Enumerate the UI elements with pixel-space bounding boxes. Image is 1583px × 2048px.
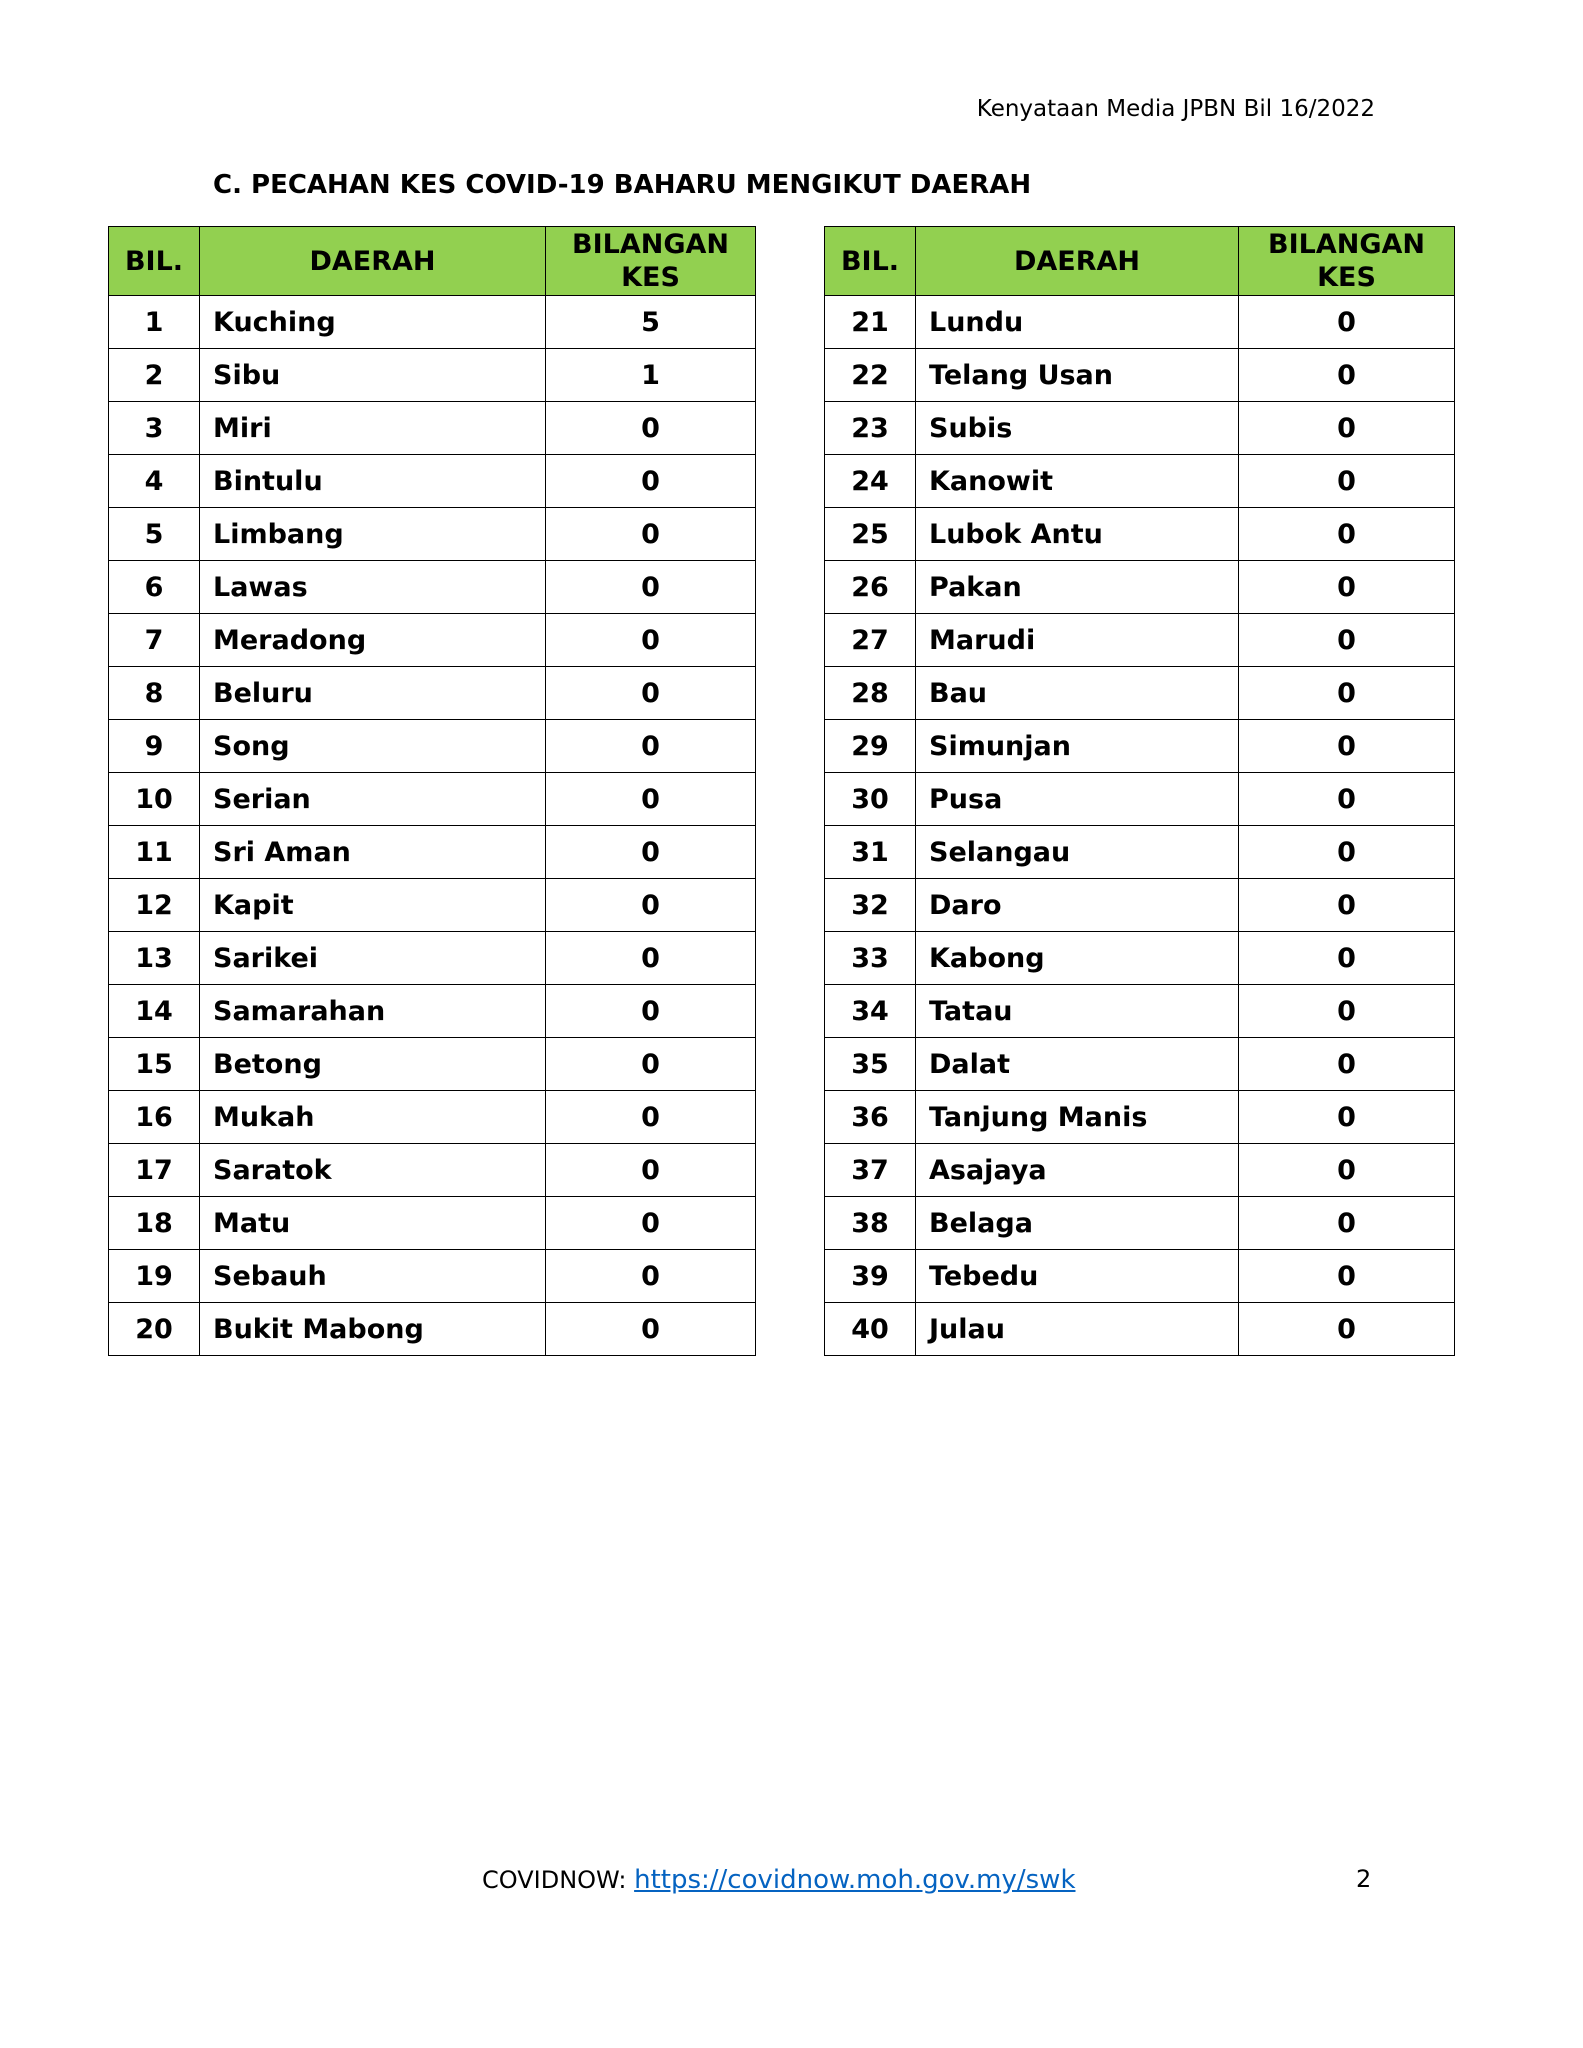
row-number: 23 [825, 402, 916, 455]
row-number: 22 [825, 349, 916, 402]
case-count: 0 [1239, 667, 1455, 720]
case-count: 0 [546, 1038, 756, 1091]
table-row [109, 826, 756, 879]
case-count: 0 [546, 879, 756, 932]
district-name: Meradong [200, 614, 546, 667]
row-number: 30 [825, 773, 916, 826]
row-number: 28 [825, 667, 916, 720]
district-name: Julau [916, 1303, 1239, 1356]
district-name: Matu [200, 1197, 546, 1250]
table-row [109, 932, 756, 985]
row-number: 7 [109, 614, 200, 667]
case-count: 0 [1239, 932, 1455, 985]
row-number: 33 [825, 932, 916, 985]
case-count: 0 [1239, 561, 1455, 614]
district-name: Kapit [200, 879, 546, 932]
column-header-bilangan: BILANGAN [1268, 229, 1425, 260]
row-number: 21 [825, 296, 916, 349]
district-name: Lundu [916, 296, 1239, 349]
district-name: Bintulu [200, 455, 546, 508]
row-number: 12 [109, 879, 200, 932]
column-header-bil: BIL. [109, 227, 200, 296]
case-count: 0 [1239, 614, 1455, 667]
column-header-kes: KES [621, 262, 680, 293]
row-number: 25 [825, 508, 916, 561]
district-name: Kanowit [916, 455, 1239, 508]
row-number: 27 [825, 614, 916, 667]
table-row [825, 826, 1455, 879]
row-number: 37 [825, 1144, 916, 1197]
row-number: 13 [109, 932, 200, 985]
district-table-right [824, 226, 1455, 1356]
case-count: 0 [1239, 1144, 1455, 1197]
case-count: 0 [546, 1250, 756, 1303]
row-number: 1 [109, 296, 200, 349]
table-row [825, 455, 1455, 508]
case-count: 0 [1239, 879, 1455, 932]
row-number: 29 [825, 720, 916, 773]
row-number: 10 [109, 773, 200, 826]
district-table-left [108, 226, 756, 1356]
row-number: 17 [109, 1144, 200, 1197]
table-row [825, 1197, 1455, 1250]
row-number: 34 [825, 985, 916, 1038]
table-row [109, 561, 756, 614]
case-count: 0 [546, 720, 756, 773]
district-name: Telang Usan [916, 349, 1239, 402]
section-title: C. PECAHAN KES COVID-19 BAHARU MENGIKUT DAERAH [213, 170, 1032, 200]
district-name: Sibu [200, 349, 546, 402]
table-row [825, 296, 1455, 349]
row-number: 40 [825, 1303, 916, 1356]
table-row [109, 720, 756, 773]
district-name: Asajaya [916, 1144, 1239, 1197]
document-reference: Kenyataan Media JPBN Bil 16/2022 [976, 96, 1375, 122]
district-name: Selangau [916, 826, 1239, 879]
table-row [825, 985, 1455, 1038]
case-count: 0 [1239, 402, 1455, 455]
case-count: 0 [546, 1144, 756, 1197]
case-count: 0 [546, 1091, 756, 1144]
case-count: 0 [546, 773, 756, 826]
district-name: Mukah [200, 1091, 546, 1144]
district-name: Saratok [200, 1144, 546, 1197]
row-number: 16 [109, 1091, 200, 1144]
table-row [109, 296, 756, 349]
district-name: Betong [200, 1038, 546, 1091]
row-number: 20 [109, 1303, 200, 1356]
table-row [109, 773, 756, 826]
case-count: 0 [1239, 720, 1455, 773]
table-row [109, 985, 756, 1038]
district-name: Miri [200, 402, 546, 455]
district-name: Tanjung Manis [916, 1091, 1239, 1144]
case-count: 0 [1239, 1303, 1455, 1356]
district-name: Song [200, 720, 546, 773]
table-row [825, 349, 1455, 402]
row-number: 38 [825, 1197, 916, 1250]
table-row [109, 455, 756, 508]
case-count: 0 [546, 561, 756, 614]
case-count: 0 [546, 402, 756, 455]
table-row [825, 720, 1455, 773]
table-row [825, 1144, 1455, 1197]
row-number: 6 [109, 561, 200, 614]
district-name: Sarikei [200, 932, 546, 985]
table-row [825, 932, 1455, 985]
case-count: 1 [546, 349, 756, 402]
table-row [825, 1303, 1455, 1356]
table-row [825, 561, 1455, 614]
table-row [109, 1091, 756, 1144]
table-row [109, 349, 756, 402]
table-row [825, 667, 1455, 720]
table-row [825, 508, 1455, 561]
row-number: 19 [109, 1250, 200, 1303]
district-name: Marudi [916, 614, 1239, 667]
table-row [825, 1250, 1455, 1303]
row-number: 11 [109, 826, 200, 879]
district-name: Beluru [200, 667, 546, 720]
row-number: 39 [825, 1250, 916, 1303]
row-number: 8 [109, 667, 200, 720]
row-number: 36 [825, 1091, 916, 1144]
table-row [109, 614, 756, 667]
district-name: Tebedu [916, 1250, 1239, 1303]
district-name: Serian [200, 773, 546, 826]
table-row [109, 402, 756, 455]
case-count: 0 [546, 932, 756, 985]
district-name: Belaga [916, 1197, 1239, 1250]
case-count: 0 [546, 1303, 756, 1356]
table-row [825, 1038, 1455, 1091]
table-row [825, 1091, 1455, 1144]
table-row [825, 773, 1455, 826]
case-count: 0 [1239, 1250, 1455, 1303]
case-count: 0 [546, 455, 756, 508]
table-row [109, 1197, 756, 1250]
row-number: 14 [109, 985, 200, 1038]
row-number: 18 [109, 1197, 200, 1250]
column-header-bilangan-kes [546, 227, 756, 296]
table-row [109, 1038, 756, 1091]
case-count: 0 [1239, 985, 1455, 1038]
district-name: Lubok Antu [916, 508, 1239, 561]
column-header-daerah: DAERAH [916, 227, 1239, 296]
case-count: 0 [1239, 296, 1455, 349]
case-count: 0 [546, 667, 756, 720]
case-count: 0 [1239, 349, 1455, 402]
row-number: 3 [109, 402, 200, 455]
case-count: 0 [1239, 1091, 1455, 1144]
table-header-row [109, 227, 756, 296]
district-name: Sebauh [200, 1250, 546, 1303]
column-header-kes: KES [1317, 262, 1376, 293]
footer [482, 1865, 1076, 1895]
column-header-bilangan-kes [1239, 227, 1455, 296]
table-row [109, 1250, 756, 1303]
table-row [825, 879, 1455, 932]
table-row [825, 614, 1455, 667]
covidnow-link[interactable]: https://covidnow.moh.gov.my/swk [634, 1865, 1076, 1895]
table-header-row [825, 227, 1455, 296]
case-count: 0 [546, 826, 756, 879]
column-header-bilangan: BILANGAN [572, 229, 729, 260]
table-row [825, 402, 1455, 455]
case-count: 0 [1239, 1197, 1455, 1250]
case-count: 0 [1239, 826, 1455, 879]
case-count: 0 [1239, 455, 1455, 508]
district-name: Simunjan [916, 720, 1239, 773]
district-name: Subis [916, 402, 1239, 455]
case-count: 0 [546, 1197, 756, 1250]
table-row [109, 508, 756, 561]
row-number: 26 [825, 561, 916, 614]
district-table-left-body [109, 296, 756, 1356]
district-name: Tatau [916, 985, 1239, 1038]
row-number: 2 [109, 349, 200, 402]
district-name: Limbang [200, 508, 546, 561]
column-header-bil: BIL. [825, 227, 916, 296]
row-number: 31 [825, 826, 916, 879]
district-name: Bukit Mabong [200, 1303, 546, 1356]
case-count: 0 [1239, 1038, 1455, 1091]
case-count: 0 [1239, 773, 1455, 826]
table-row [109, 879, 756, 932]
district-name: Pakan [916, 561, 1239, 614]
case-count: 5 [546, 296, 756, 349]
row-number: 32 [825, 879, 916, 932]
district-name: Samarahan [200, 985, 546, 1038]
footer-label: COVIDNOW: [482, 1866, 635, 1894]
table-row [109, 1303, 756, 1356]
row-number: 4 [109, 455, 200, 508]
case-count: 0 [1239, 508, 1455, 561]
column-header-daerah: DAERAH [200, 227, 546, 296]
table-row [109, 1144, 756, 1197]
table-row [109, 667, 756, 720]
district-table-right-body [825, 296, 1455, 1356]
district-name: Sri Aman [200, 826, 546, 879]
district-name: Lawas [200, 561, 546, 614]
district-name: Daro [916, 879, 1239, 932]
district-name: Dalat [916, 1038, 1239, 1091]
case-count: 0 [546, 985, 756, 1038]
row-number: 24 [825, 455, 916, 508]
page-number: 2 [1356, 1865, 1372, 1893]
district-name: Bau [916, 667, 1239, 720]
case-count: 0 [546, 508, 756, 561]
case-count: 0 [546, 614, 756, 667]
district-name: Kuching [200, 296, 546, 349]
row-number: 9 [109, 720, 200, 773]
row-number: 15 [109, 1038, 200, 1091]
row-number: 35 [825, 1038, 916, 1091]
district-name: Kabong [916, 932, 1239, 985]
row-number: 5 [109, 508, 200, 561]
district-name: Pusa [916, 773, 1239, 826]
